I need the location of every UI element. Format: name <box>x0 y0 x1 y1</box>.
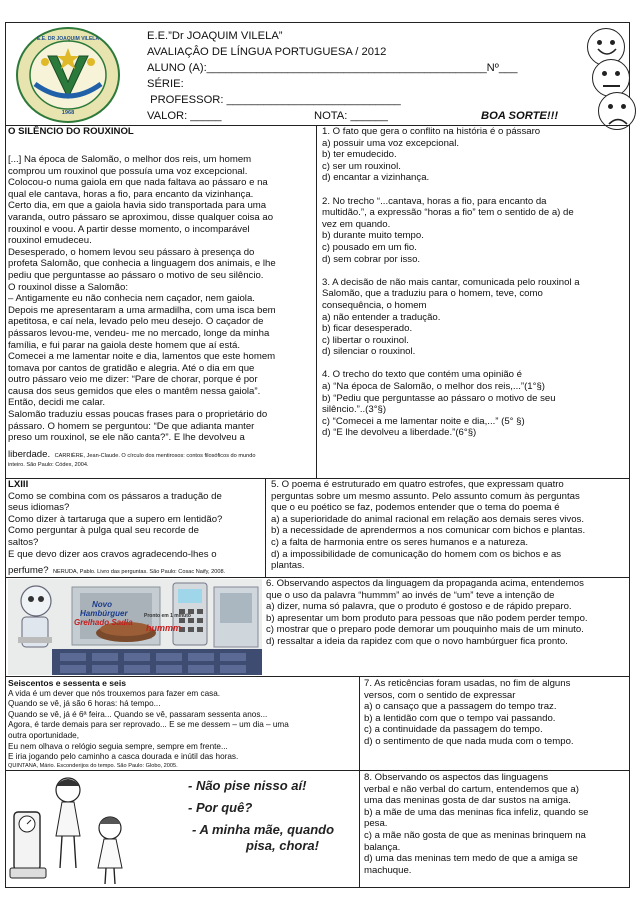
q-option[interactable]: c) pousado em um fio. <box>322 241 417 253</box>
q-option[interactable]: d) ressaltar a ideia da rapidez com que o novo hambúrguer fica pronto. <box>266 635 568 647</box>
text2-line: seus idiomas? <box>8 502 70 514</box>
q-option[interactable]: a) não entender a tradução. <box>322 311 441 323</box>
q-line: que o uso da palavra “hummm” ao invés de “um” teve a intenção de <box>266 589 555 601</box>
q-option[interactable]: d) encantar a vizinhança. <box>322 172 430 184</box>
ad-headline-hamburguer: Hambúrguer <box>80 609 128 618</box>
text1-line: causa dos seus gemidos que eles o mantêm nessa gaiola”. <box>8 385 261 397</box>
q-option[interactable]: b) durante muito tempo. <box>322 230 424 242</box>
q-option[interactable]: d) silenciar o rouxinol. <box>322 346 416 358</box>
q-line: Salomão, que a traduziu para o homem, teve, como <box>322 288 543 300</box>
text1-line: profeta Salomão, que conhecia a linguagem dos animais, e lhe <box>8 258 276 270</box>
q-option[interactable]: b) ficar desesperado. <box>322 323 413 335</box>
text1-line: Desesperado, o homem levou seu pássaro à presença do <box>8 246 255 258</box>
text1-line: Então, decidi me calar. <box>8 397 106 409</box>
text1-line: pássaro. O homem se perguntou: “De que adianta manter <box>8 420 255 432</box>
grade-field[interactable]: SÉRIE: <box>147 78 184 90</box>
text2-line: Como se combina com os pássaros a tradução de <box>8 490 222 502</box>
q-option[interactable]: c) ser um rouxinol. <box>322 160 401 172</box>
text3-line: outra oportunidade, <box>8 730 80 740</box>
q-option[interactable]: d) “E lhe devolveu a liberdade.”(6°§) <box>322 427 477 439</box>
text1-line: pássaros levou-me, vendeu- me no mercado, longe da minha <box>8 327 270 339</box>
q-line: 6. Observando aspectos da linguagem da propaganda acima, entendemos <box>266 578 584 589</box>
q-line: 7. As reticências foram usadas, no fim de alguns <box>364 678 571 689</box>
text3-line: A vida é um dever que nós trouxemos para fazer em casa. <box>8 688 221 698</box>
text1-line: família, e fui parar na gaiola deste homem que aí está. <box>8 339 240 351</box>
logo-year: 1968 <box>61 110 75 116</box>
good-luck-text: BOA SORTE!!! <box>481 110 559 122</box>
text1-title: O SILÊNCIO DO ROUXINOL <box>8 126 134 137</box>
text3-line: Quando se vê, já são 6 horas: há tempo... <box>8 699 161 709</box>
q-option[interactable]: silêncio.”..(3°§) <box>322 404 387 416</box>
q-option[interactable]: pesa. <box>364 818 388 830</box>
text3-line: Eu nem olhava o relógio seguia sempre, sempre em frente... <box>8 741 228 751</box>
text2-line: saltos? <box>8 536 39 548</box>
q-option[interactable]: b) a mãe de uma das meninas fica infeliz, quando se <box>364 806 589 818</box>
q-line: 8. Observando os aspectos das linguagens <box>364 772 549 783</box>
q-line: 4. O trecho do texto que contém uma opinião é <box>322 369 522 381</box>
q-option[interactable]: c) a continuidade da passagem do tempo. <box>364 724 543 736</box>
text3-title: Seiscentos e sessenta e seis <box>8 678 127 688</box>
text1-line: comprou um rouxinol que possuía uma voz excepcional. <box>8 165 248 177</box>
text1-source-cont: inteiro. São Paulo: Códex, 2004. <box>8 461 89 468</box>
text1-line: rouxinol e voou. A partir desse momento, o incomparável <box>8 223 250 235</box>
q-option[interactable]: c) mostrar que o preparo pode demorar um pouquinho mais de um minuto. <box>266 624 584 636</box>
q-line: 2. No trecho “...cantava, horas a fio, para encanto da <box>322 195 547 207</box>
text2-line: Como perguntar à pulga qual seu recorde de <box>8 525 199 537</box>
q-option[interactable]: c) libertar o rouxinol. <box>322 334 409 346</box>
ad-hummm: hummm <box>146 623 182 633</box>
text1-source: CARRIÈRE, Jean-Claude. O círculo dos mentirosos: contos filosóficos do mundo <box>54 452 256 459</box>
text1-line: Certo dia, em que a gaiola havia sido transportada para uma <box>8 200 267 212</box>
school-name: E.E.”Dr JOAQUIM VILELA” <box>147 30 283 42</box>
ad-headline-grelhado: Grelhado Sadia <box>74 618 133 627</box>
exam-title: AVALIAÇÂO DE LÍNGUA PORTUGUESA / 2012 <box>147 46 387 58</box>
q-option[interactable]: d) o sentimento de que nada muda com o tempo. <box>364 735 574 747</box>
q-option[interactable]: a) dizer, numa só palavra, que o produto é gostoso e de rápido preparo. <box>266 601 572 613</box>
q-spacer <box>322 265 626 277</box>
cartoon-speech-4: pisa, chora! <box>246 838 319 853</box>
q-line[interactable]: vez em quando. <box>322 218 391 230</box>
text1-line: pediu que perguntasse ao pássaro o motivo de seu silêncio. <box>8 269 264 281</box>
q-option[interactable]: b) apresentar um bom produto para pessoas que não podem perder tempo. <box>266 612 588 624</box>
score-field[interactable]: VALOR: _____ <box>147 110 222 122</box>
text1-line: – Antigamente eu não conhecia nem caçador, nem gaiola. <box>8 293 255 305</box>
text1-line: Salomão traduziu essas poucas frases para o proprietário do <box>8 409 268 421</box>
q-option[interactable]: d) a impossibilidade de comunicação do homem com os bichos e as <box>271 548 562 560</box>
q-option[interactable]: a) “Na época de Salomão, o melhor dos reis,...”(1°§) <box>322 381 545 393</box>
ad-headline-novo: Novo <box>92 600 112 609</box>
q-option[interactable]: machuque. <box>364 864 412 876</box>
text1-line: tomava por cantos de gratidão e alegria. Até o dia em que <box>8 362 255 374</box>
text1-line: apetitosa, e caí nela, levado pelo meu desejo. O caçador de <box>8 316 264 328</box>
cartoon-speech-2: - Por quê? <box>188 800 253 815</box>
text2-line: Como dizer à tartaruga que a supero em lentidão? <box>8 513 223 525</box>
text2-body <box>8 479 264 578</box>
text2-last-line: perfume? <box>8 565 49 577</box>
student-field[interactable]: ALUNO (A):_____________________________________________Nº___ <box>147 62 518 74</box>
text2-source: NERUDA, Pablo. Livro das perguntas. São Paulo: Cosac Naify, 2008. <box>52 569 226 576</box>
text1-line: [...] Na época de Salomão, o melhor dos reis, um homem <box>8 154 252 165</box>
q-option[interactable]: c) a falta de harmonia entre os seres humanos e a natureza. <box>271 536 529 548</box>
q-option[interactable]: a) possuir uma voz excepcional. <box>322 137 460 149</box>
questions-1-4 <box>322 126 626 439</box>
q-option[interactable]: balança. <box>364 841 401 853</box>
q-option[interactable]: a) a superioridade do animal racional em relação aos demais seres vivos. <box>271 513 585 525</box>
text2-line: E que devo dizer aos cravos agradecendo-lhes o <box>8 548 217 560</box>
q-option[interactable]: b) a lentidão com que o tempo vai passando. <box>364 712 556 724</box>
q-option[interactable]: d) sem cobrar por isso. <box>322 253 421 265</box>
smiley-neutral-icon <box>592 59 630 97</box>
q-line: 3. A decisão de não mais cantar, comunicada pelo rouxinol a <box>322 276 580 288</box>
q-option[interactable]: b) “Pediu que perguntasse ao pássaro o motivo de seu <box>322 392 556 404</box>
q-line: perguntas sobre um mesmo assunto. Pelo assunto comum às perguntas <box>271 490 580 502</box>
q-option[interactable]: a) o cansaço que a passagem do tempo traz. <box>364 701 557 713</box>
text3-source: QUINTANA, Mário. Esconderijos do tempo. São Paulo: Globo, 2005. <box>8 762 178 769</box>
ad-tagline: Pronto em 1 minuto <box>144 613 191 619</box>
q-option[interactable]: b) ter emudecido. <box>322 149 397 161</box>
question-5 <box>271 479 627 572</box>
text1-line: Colocou-o numa gaiola em que nada faltava ao pássaro e na <box>8 177 268 189</box>
text1-line: Depois me apresentaram a uma armadilha, com uma isca bem <box>8 304 276 316</box>
ad-image <box>8 579 262 675</box>
teacher-field[interactable]: PROFESSOR: ____________________________ <box>147 94 401 106</box>
text3-line: Agora, é tarde demais para ser reprovado... E se me dessem – um dia – uma <box>8 720 289 730</box>
question-8 <box>364 772 626 876</box>
text3-line: E iria jogando pelo caminho a casca dourada e inútil das horas. <box>8 752 239 762</box>
q-line: 1. O fato que gera o conflito na história é o pássaro <box>322 126 541 137</box>
text1-last-line: liberdade. <box>8 448 51 460</box>
text1-line: preso um rouxinol, se ele não canta?”. E lhe devolveu a <box>8 432 245 444</box>
cartoon-speech-3: - A minha mãe, quando <box>192 822 335 837</box>
q-option[interactable]: plantas. <box>271 560 305 572</box>
q-option[interactable]: d) uma das meninas tem medo de que a amiga se <box>364 853 578 865</box>
text1-body <box>8 154 314 469</box>
grade-score-field[interactable]: NOTA: ______ <box>314 110 388 122</box>
text1-line: outro pássaro veio me dizer: “Pare de chorar, porque é por <box>8 374 258 386</box>
q-line: que o eu poético se faz, podemos entender que o tema do poema é <box>271 502 560 514</box>
text3-body <box>8 678 358 770</box>
text3-line: Quando se vê, já é 6ª feira... Quando se vê, passaram sessenta anos... <box>8 709 268 719</box>
q-option[interactable]: c) a mãe não gosta de que as meninas brinquem na <box>364 829 586 841</box>
q-option[interactable]: b) a necessidade de aprendermos a nos comunicar com bichos e plantas. <box>271 525 586 537</box>
text1-line: O rouxinol disse a Salomão: <box>8 281 128 293</box>
text1-line: varanda, outro pássaro se aproximou, disse qualquer coisa ao <box>8 211 274 223</box>
cartoon-speech-1: - Não pise nisso aí! <box>188 778 307 793</box>
q-line: verbal e não verbal do cartum, entendemos que a) <box>364 783 579 795</box>
q-line[interactable]: multidão.”, a expressão “horas a fio” tem o sentido de a) de <box>322 207 574 219</box>
text2-title: LXIII <box>8 479 29 490</box>
q-line: 5. O poema é estruturado em quatro estrofes, que expressam quatro <box>271 479 564 490</box>
q-option[interactable]: c) “Comecei a me lamentar noite e dia,...” (5° §) <box>322 415 525 427</box>
text1-line: qual ele cantava, horas a fio, para encanto da vizinhança. <box>8 188 254 200</box>
question-7 <box>364 678 626 748</box>
q-line: consequência, o homem <box>322 299 427 311</box>
logo-caption: E.E. DR JOAQUIM VILELA <box>37 36 99 42</box>
q-line: versos, com o sentido de expressar <box>364 689 516 701</box>
text1-line: Comecei a me lamentar noite e dia, lamentos que este homem <box>8 351 276 363</box>
question-6 <box>266 578 626 648</box>
text1-line: rouxinol emudeceu. <box>8 235 92 247</box>
q-option[interactable]: uma das meninas gosta de dar sustos na amiga. <box>364 795 571 807</box>
q-spacer <box>322 358 626 370</box>
q-spacer <box>322 184 626 196</box>
